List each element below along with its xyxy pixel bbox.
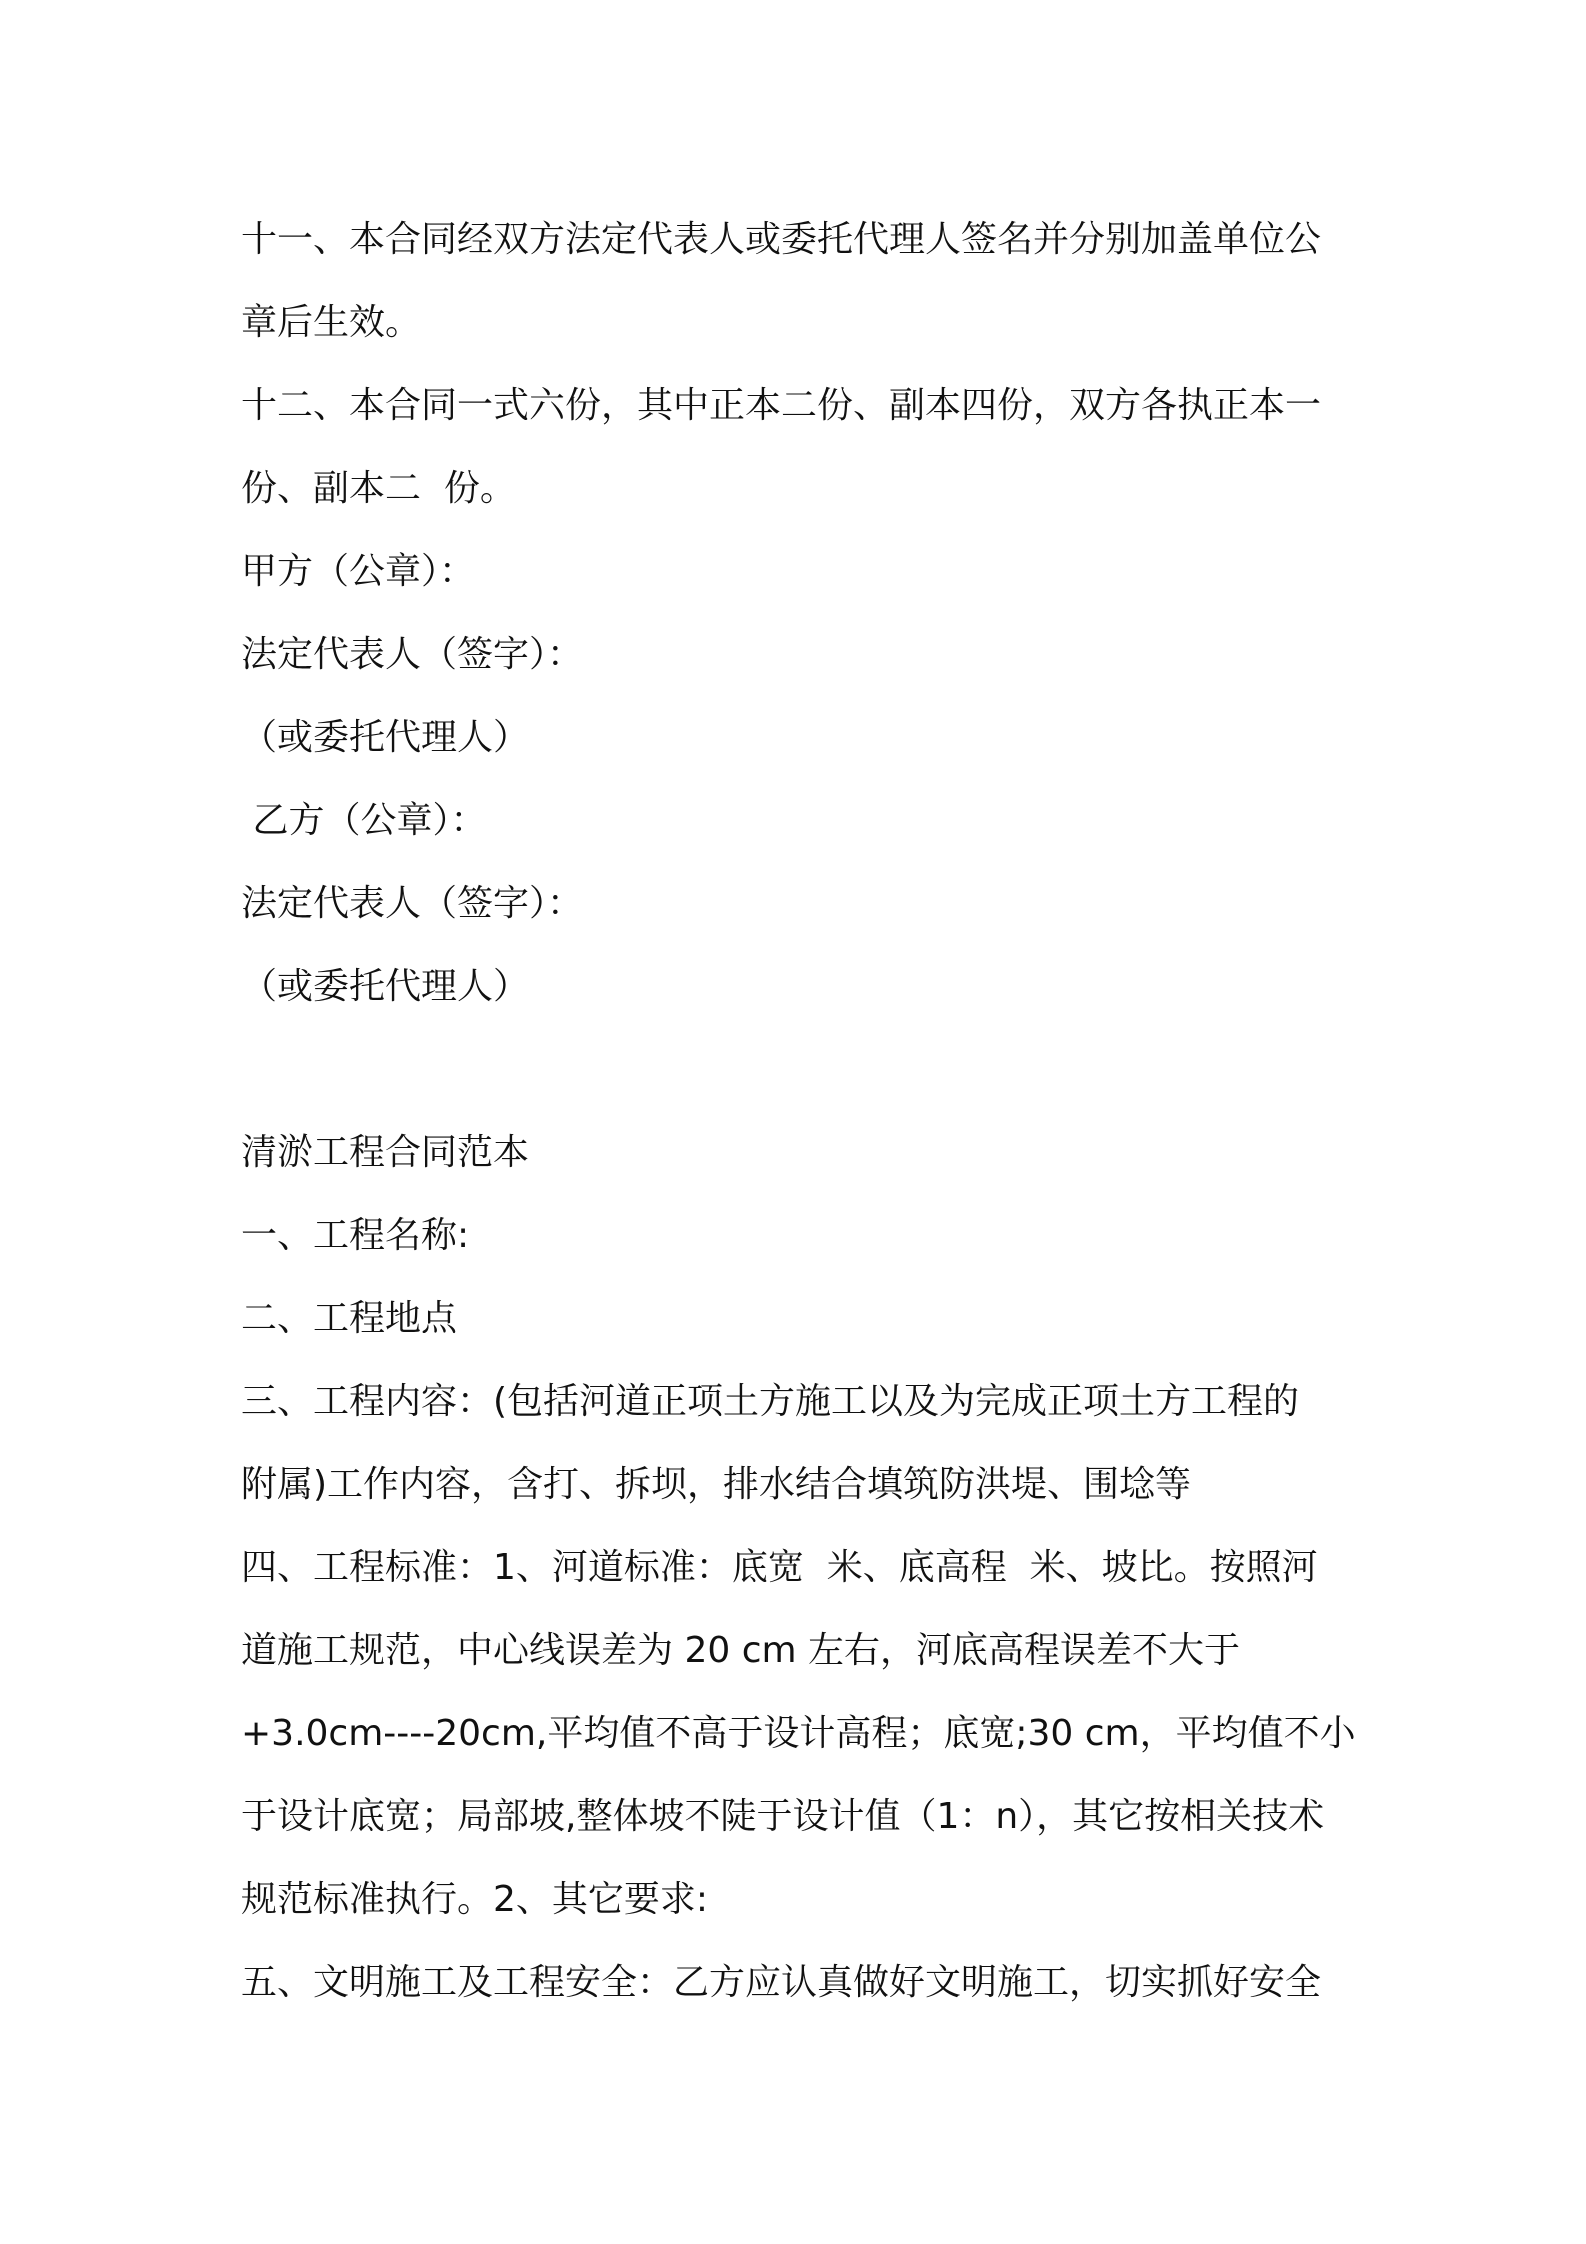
clause-11-line-1: 十一、本合同经双方法定代表人或委托代理人签名并分别加盖单位公 [241, 219, 1322, 260]
item-5-safety-line-1: 五、文明施工及工程安全：乙方应认真做好文明施工，切实抓好安全 [241, 1962, 1322, 2003]
party-b-representative-label: 法定代表人（签字）： [241, 883, 584, 924]
party-b-seal-label: 乙方（公章）： [241, 800, 487, 841]
item-4-standard-line-1: 四、工程标准：1、河道标准：底宽 米、底高程 米、坡比。按照河 [241, 1547, 1318, 1588]
clause-12-line-2: 份、副本二 份。 [241, 468, 516, 509]
item-4-standard-line-4: 于设计底宽；局部坡,整体坡不陡于设计值（1：n），其它按相关技术 [241, 1796, 1325, 1837]
item-2-project-location: 二、工程地点 [241, 1298, 458, 1339]
item-3-project-content-line-2: 附属)工作内容，含打、拆坝，排水结合填筑防洪堤、围埝等 [241, 1464, 1192, 1505]
contract-title: 清淤工程合同范本 [241, 1132, 530, 1173]
clause-11-line-2: 章后生效。 [241, 302, 422, 343]
party-a-seal-label: 甲方（公章）： [241, 551, 476, 592]
party-a-agent-label: （或委托代理人） [241, 717, 530, 758]
item-1-project-name: 一、工程名称: [241, 1215, 470, 1256]
item-4-standard-line-3: +3.0cm----20cm,平均值不高于设计高程；底宽;30 cm，平均值不小 [241, 1713, 1356, 1754]
clause-12-line-1: 十二、本合同一式六份，其中正本二份、副本四份，双方各执正本一 [241, 385, 1322, 426]
party-b-agent-label: （或委托代理人） [241, 966, 530, 1007]
item-4-standard-line-5: 规范标准执行。2、其它要求: [241, 1879, 709, 1920]
item-3-project-content-line-1: 三、工程内容：(包括河道正项土方施工以及为完成正项土方工程的 [241, 1381, 1300, 1422]
party-a-representative-label: 法定代表人（签字）： [241, 634, 584, 675]
item-4-standard-line-2: 道施工规范，中心线误差为 20 cm 左右，河底高程误差不大于 [241, 1630, 1241, 1671]
section-spacer [241, 1028, 1366, 1111]
document-body [241, 198, 1366, 2024]
